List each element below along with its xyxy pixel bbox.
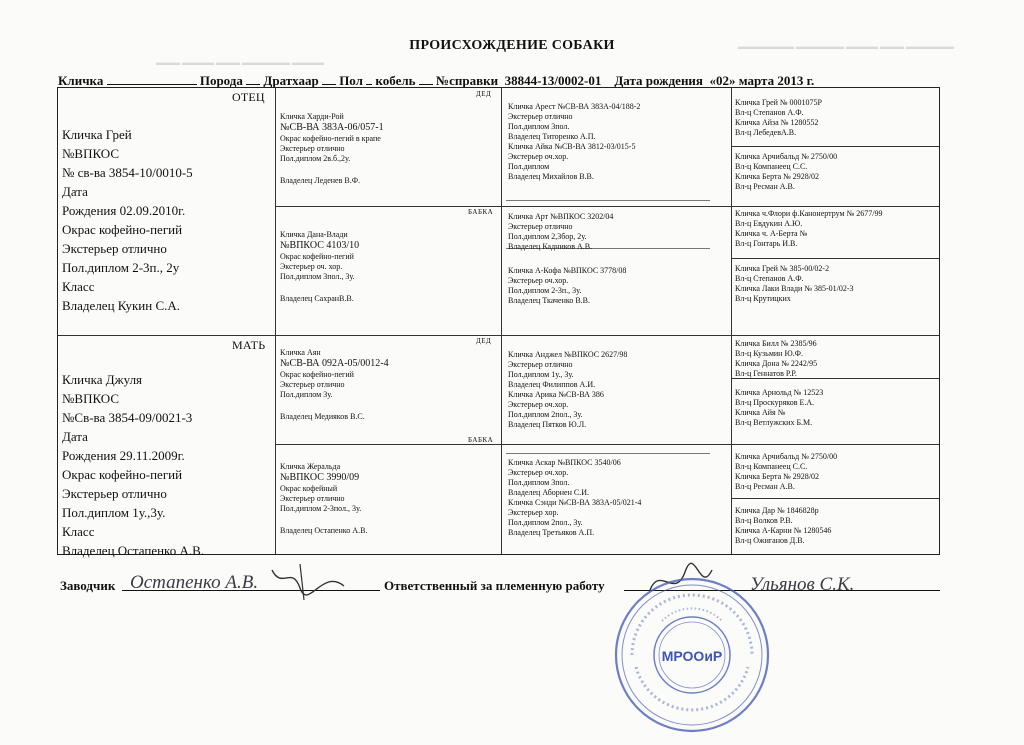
record-line: Вл-ц Гонтарь И.В. <box>735 239 798 248</box>
record-line: Пол.диплом 2в.б.,2у. <box>280 154 351 163</box>
record-line: Кличка ч.Флори ф.Канонертрум № 2677/99 <box>735 209 883 218</box>
record-line: Экстерьер отлично <box>62 241 167 256</box>
svg-text:Ульянов С.К.: Ульянов С.К. <box>750 574 855 595</box>
gen3-record-4 <box>508 458 728 538</box>
stamp-center-text: МРООиР <box>661 648 723 664</box>
record-line: Вл-ц Проскуряков Е.А. <box>735 398 815 407</box>
mother-record <box>62 370 272 560</box>
record-line: №ВПКОС 4103/10 <box>280 240 360 251</box>
record-line: Кличка Харди-Рой <box>280 112 344 121</box>
father-record <box>62 125 272 315</box>
record-line: Экстерьер отлично <box>280 380 345 389</box>
record-line: Владелец Остапенко А.В. <box>280 526 368 535</box>
record-line: Кличка Аян <box>280 348 321 357</box>
record-line: Кличка Берта № 2928/02 <box>735 472 819 481</box>
record-line: Кличка А-Карни № 1280546 <box>735 526 832 535</box>
record-line: Владелец Третьяков А.П. <box>508 528 595 537</box>
gen4-record-2 <box>735 152 937 192</box>
divider <box>275 88 276 554</box>
record-line: Владелец Титоренко А.П. <box>508 132 596 141</box>
record-line: Окрас кофейно-пегий <box>62 467 183 482</box>
record-line: Класс <box>62 524 95 539</box>
grandfather-maternal-record <box>280 348 495 422</box>
gen3-record-1 <box>508 102 728 182</box>
record-line: Вл-ц Ветлужских Б.М. <box>735 418 813 427</box>
gen4-record-8 <box>735 506 937 546</box>
record-line: Экстерьер оч.хор. <box>508 152 569 161</box>
dob-label: Дата рождения <box>614 73 703 88</box>
grandfather-label: ДЕД <box>476 337 492 345</box>
divider <box>731 258 939 259</box>
record-line: Кличка Дона № 2242/95 <box>735 359 818 368</box>
record-line: Кличка Грей <box>62 127 132 142</box>
record-line: Кличка Арчибальд № 2750/00 <box>735 452 838 461</box>
record-line: Экстерьер отлично <box>508 222 573 231</box>
record-line: №Св-ва 3854-09/0021-3 <box>62 410 193 425</box>
gen4-record-3 <box>735 209 937 249</box>
divider <box>275 206 501 207</box>
record-line: Окрас кофейно-пегий <box>280 370 354 379</box>
record-line: Экстерьер отлично <box>280 144 345 153</box>
breed-value: Дратхаар <box>263 73 319 88</box>
grandfather-label: ДЕД <box>476 90 492 98</box>
record-line: Владелец Кадников А.В. <box>508 242 593 251</box>
record-line: Кличка Грей № 0001075Р <box>735 98 822 107</box>
record-line: Экстерьер отлично <box>62 486 167 501</box>
cert-value: 38844-13/0002-01 <box>504 73 602 88</box>
record-line: Кличка Джуля <box>62 372 143 387</box>
record-line: Вл-ц Волков Р.В. <box>735 516 793 525</box>
cert-label: №справки <box>436 73 499 88</box>
record-line: Владелец Михайлов В.В. <box>508 172 594 181</box>
divider <box>275 444 501 445</box>
divider <box>731 498 939 499</box>
grandmother-label: БАБКА <box>468 208 494 216</box>
record-line: Кличка Дар № 1846828р <box>735 506 819 515</box>
record-line: Кличка А-Кофа №ВПКОС 3778/08 <box>508 266 627 275</box>
record-line: Экстерьер отлично <box>280 494 345 503</box>
divider <box>731 146 939 147</box>
record-line: Владелец Медияков В.С. <box>280 412 365 421</box>
divider <box>501 206 731 207</box>
record-line: Экстерьер оч.хор. <box>508 468 569 477</box>
gen4-record-5 <box>735 339 937 379</box>
grandmother-maternal-record <box>280 462 495 536</box>
record-line: Кличка Лаки Влади № 385-01/02-3 <box>735 284 854 293</box>
bleed-through-text: ▬▬▬ ▬▬▬▬ ▬▬▬ ▬▬▬▬▬▬ ▬▬▬▬ <box>156 58 324 67</box>
record-line: Владелец Остапенко А.В. <box>62 543 205 558</box>
record-line: № св-ва 3854-10/0010-5 <box>62 165 193 180</box>
record-line: Экстерьер оч.хор. <box>508 276 569 285</box>
divider <box>58 335 939 336</box>
record-line: Вл-ц Кузьмин Ю.Ф. <box>735 349 803 358</box>
record-line: Кличка Аскар №ВПКОС 3540/06 <box>508 458 621 467</box>
record-line: Окрас кофейно-пегий в крапе <box>280 134 381 143</box>
record-line: №СВ-ВА 092А-05/0012-4 <box>280 358 389 369</box>
record-line: №ВПКОС <box>62 391 120 406</box>
gen4-record-6 <box>735 388 937 428</box>
record-line: Дата <box>62 184 88 199</box>
record-line: Вл-ц Степанов А.Ф. <box>735 108 804 117</box>
record-line: Пол.диплом 1у.,3у. <box>62 505 166 520</box>
record-line: №ВПКОС <box>62 146 120 161</box>
record-line: Кличка Айза № 1280552 <box>735 118 819 127</box>
record-line: Пол.диплом 3у. <box>280 390 333 399</box>
record-line: Пол.диплом <box>508 162 550 171</box>
record-line: Экстерьер отлично <box>508 112 573 121</box>
document-title: ПРОИСХОЖДЕНИЕ СОБАКИ <box>409 38 615 53</box>
divider <box>501 444 731 445</box>
record-line: Пол.диплом 2пол., 3у. <box>508 410 583 419</box>
breeder-label: Заводчик <box>60 578 116 593</box>
record-line: Рождения 29.11.2009г. <box>62 448 185 463</box>
name-blank <box>107 72 197 85</box>
record-line: Вл-ц Компанеец С.С. <box>735 462 808 471</box>
record-line: Владелец Леденев В.Ф. <box>280 176 361 185</box>
record-line: №ВПКОС 3990/09 <box>280 472 360 483</box>
record-line: Кличка Грей № 385-00/02-2 <box>735 264 830 273</box>
record-line: Пол.диплом 2-3п., 3у. <box>508 286 582 295</box>
record-line: Кличка Арнольд № 12523 <box>735 388 824 397</box>
record-line: Пол.диплом 1у., 3у. <box>508 370 574 379</box>
record-line: Пол.диплом 2-3п., 2у <box>62 260 180 275</box>
record-line: Вл-ц Ресман А.В. <box>735 182 795 191</box>
sex-value: кобель <box>375 73 416 88</box>
grandmother-label: БАБКА <box>468 436 494 444</box>
bleed-through-text: ▬▬▬▬▬▬▬ ▬▬▬▬▬▬ ▬▬▬▬ ▬▬▬ ▬▬▬▬▬▬ <box>738 42 954 51</box>
gen4-record-4 <box>735 264 937 304</box>
record-line: Кличка Айка №СВ-ВА 3812-03/015-5 <box>508 142 636 151</box>
organization-stamp <box>612 575 772 735</box>
record-line: Кличка Дана-Влади <box>280 230 348 239</box>
record-line: Владелец Кукин С.А. <box>62 298 181 313</box>
record-line: Окрас кофейный <box>280 484 338 493</box>
gen4-record-7 <box>735 452 937 492</box>
dob-value: «02» марта 2013 г. <box>709 73 815 88</box>
breed-label: Порода <box>199 73 243 88</box>
record-line: Владелец Филиппов А.И. <box>508 380 596 389</box>
record-line: Класс <box>62 279 95 294</box>
record-line: Вл-ц Компанеец С.С. <box>735 162 808 171</box>
record-line: Окрас кофейно-пегий <box>62 222 183 237</box>
divider <box>501 88 502 554</box>
record-line: Кличка Арика №СВ-ВА 386 <box>508 390 604 399</box>
divider <box>731 88 732 554</box>
pedigree-table <box>57 87 940 558</box>
record-line: Кличка Билл № 2385/96 <box>735 339 817 348</box>
record-line: Кличка Берта № 2928/02 <box>735 172 819 181</box>
record-line: Экстерьер оч. хор. <box>280 262 343 271</box>
record-line: Пол.диплом 2пол., 3у. <box>508 518 583 527</box>
record-line: Вл-ц Геннатов Р.Р. <box>735 369 797 378</box>
record-line: Кличка Жеральда <box>280 462 341 471</box>
record-line: Кличка Анджел №ВПКОС 2627/98 <box>508 350 628 359</box>
gen3-record-3 <box>508 350 728 430</box>
name-label: Кличка <box>58 73 104 88</box>
record-line: Владелец СахранВ.В. <box>280 294 354 303</box>
record-line: Вл-ц Евдукин А.Ю. <box>735 219 803 228</box>
record-line: Дата <box>62 429 88 444</box>
svg-text:Остапенко А.В.: Остапенко А.В. <box>130 572 259 593</box>
record-line: Кличка Сэнди №СВ-ВА 383А-05/021-4 <box>508 498 642 507</box>
record-line: Экстерьер хор. <box>508 508 559 517</box>
record-line: Экстерьер отлично <box>508 360 573 369</box>
grandmother-paternal-record <box>280 230 495 304</box>
sex-label: Пол <box>339 73 363 88</box>
record-line: Пол.диплом 2,3бор, 2у. <box>508 232 587 241</box>
record-line: Вл-ц Ресман А.В. <box>735 482 795 491</box>
divider <box>731 206 939 207</box>
divider <box>731 444 939 445</box>
record-line: Вл-ц Ожиганов Д.В. <box>735 536 805 545</box>
record-line: Владелец Пятков Ю.Л. <box>508 420 587 429</box>
record-line: Пол.диплом 2-3пол., 3у. <box>280 504 362 513</box>
record-line: Кличка Арчибальд № 2750/00 <box>735 152 838 161</box>
record-line: Кличка Айя № <box>735 408 786 417</box>
record-line: Кличка Арт №ВПКОС 3202/04 <box>508 212 614 221</box>
record-line: Экстерьер оч.хор. <box>508 400 569 409</box>
record-line: №СВ-ВА 383А-06/057-1 <box>280 122 384 133</box>
record-line: Кличка ч. А-Берта № <box>735 229 808 238</box>
father-label: ОТЕЦ <box>232 90 265 104</box>
record-line: Окрас кофейно-пегий <box>280 252 354 261</box>
record-line: Рождения 02.09.2010г. <box>62 203 186 218</box>
record-line: Пол.диплом 3пол. <box>508 122 570 131</box>
grandfather-paternal-record <box>280 112 495 186</box>
record-line: Пол.диплом 3пол. <box>508 478 570 487</box>
record-line: Пол.диплом 3пол., 3у. <box>280 272 355 281</box>
record-line: Вл-ц Крутицких <box>735 294 791 303</box>
record-line: Вл-ц Степанов А.Ф. <box>735 274 804 283</box>
record-line: Владелец Ткаченко В.В. <box>508 296 591 305</box>
breeder-signature <box>122 560 352 605</box>
mother-label: МАТЬ <box>232 338 266 352</box>
record-line: Кличка Арест №СВ-ВА 383А-04/188-2 <box>508 102 641 111</box>
record-line: Вл-ц ЛебедевА.В. <box>735 128 797 137</box>
responsible-label: Ответственный за племенную работу <box>384 578 605 593</box>
record-line: Владелец Аборнен С.И. <box>508 488 589 497</box>
gen4-record-1 <box>735 98 937 138</box>
gen3-record-2 <box>508 212 728 306</box>
